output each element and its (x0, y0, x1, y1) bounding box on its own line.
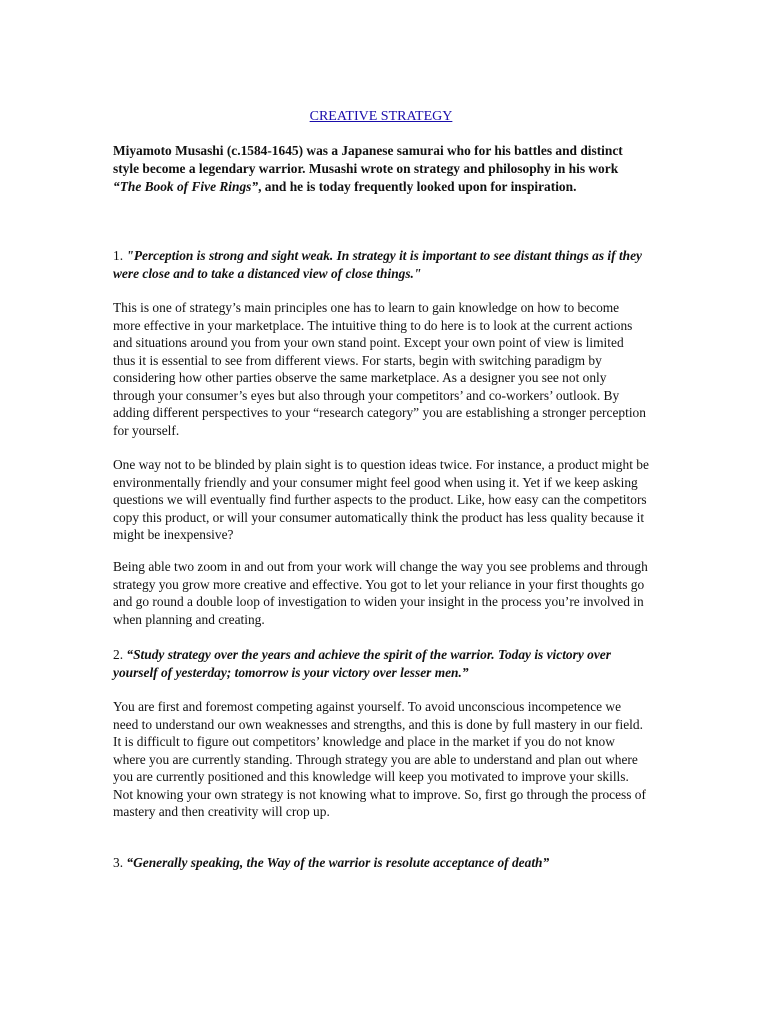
section-2-quote (113, 646, 649, 681)
section-3-quote (113, 854, 649, 872)
section-number: 3. (113, 855, 124, 870)
section-2-paragraph-1: You are first and foremost competing against yourself. To avoid unconscious incompetence we need to understand our own weaknesses and strengths, and this is done by full mastery in our field. It is difficult to figure out competitors’ knowledge and place in the market if you do not know where you are currently standing. Through strategy you are able to understand and plan out where you are currently positioned and this knowledge will keep you motivated to improve your skills. Not knowing your own strategy is not knowing what to improve. So, first go through the process of mastery and then creativity will crop up. (113, 699, 646, 819)
section-number: 1. (113, 248, 124, 263)
section-1-quote (113, 247, 649, 282)
quote-text: "Perception is strong and sight weak. In strategy it is important to see distant things as if they were close and to take a distanced view of close things." (113, 248, 643, 281)
intro-text-2: , and he is today frequently looked upon for inspiration. (258, 179, 577, 194)
title-link[interactable]: CREATIVE STRATEGY (309, 109, 453, 124)
quote-text: “Generally speaking, the Way of the warrior is resolute acceptance of death” (126, 855, 550, 870)
intro-paragraph (113, 142, 649, 196)
section-1-paragraph-1: This is one of strategy’s main principles one has to learn to gain knowledge on how to become more effective in your marketplace. The intuitive thing to do here is to look at the current actions and situations around you from your own stand point. Except your own point of view is limited thus it is essential to see from different views. For starts, begin with switching paradigm by considering how other parties observe the same marketplace. As a designer you see not only through your consumer’s eyes but also through your competitors’ and co-workers’ outlook. By adding different perspectives to your “research category” you are establishing a stronger perception for yourself. (113, 300, 646, 438)
section-1-paragraph-3: Being able two zoom in and out from your work will change the way you see problems and through strategy you grow more creative and effective. You got to let your reliance in your first thoughts go and go round a double loop of investigation to widen your insight in the process you’re involved in when planning and creating. (113, 559, 648, 627)
document-title (113, 108, 649, 126)
section-1-paragraph-2: One way not to be blinded by plain sight is to question ideas twice. For instance, a product might be environmentally friendly and your consumer might feel good when using it. Yet if we keep asking questions we will eventually find further aspects to the product. Like, how easy can the competitors copy this product, or will your consumer automatically think the product has less quality because it might be inexpensive? (113, 457, 649, 542)
intro-text-1: Miyamoto Musashi (c.1584-1645) was a Japanese samurai who for his battles and distinct style become a legendary warrior. Musashi wrote on strategy and philosophy in his work (113, 143, 623, 176)
section-number: 2. (113, 647, 124, 662)
quote-text: “Study strategy over the years and achieve the spirit of the warrior. Today is victory over yourself of yesterday; tomorrow is your victory over lesser men.” (113, 647, 611, 680)
book-title: “The Book of Five Rings” (113, 179, 259, 194)
